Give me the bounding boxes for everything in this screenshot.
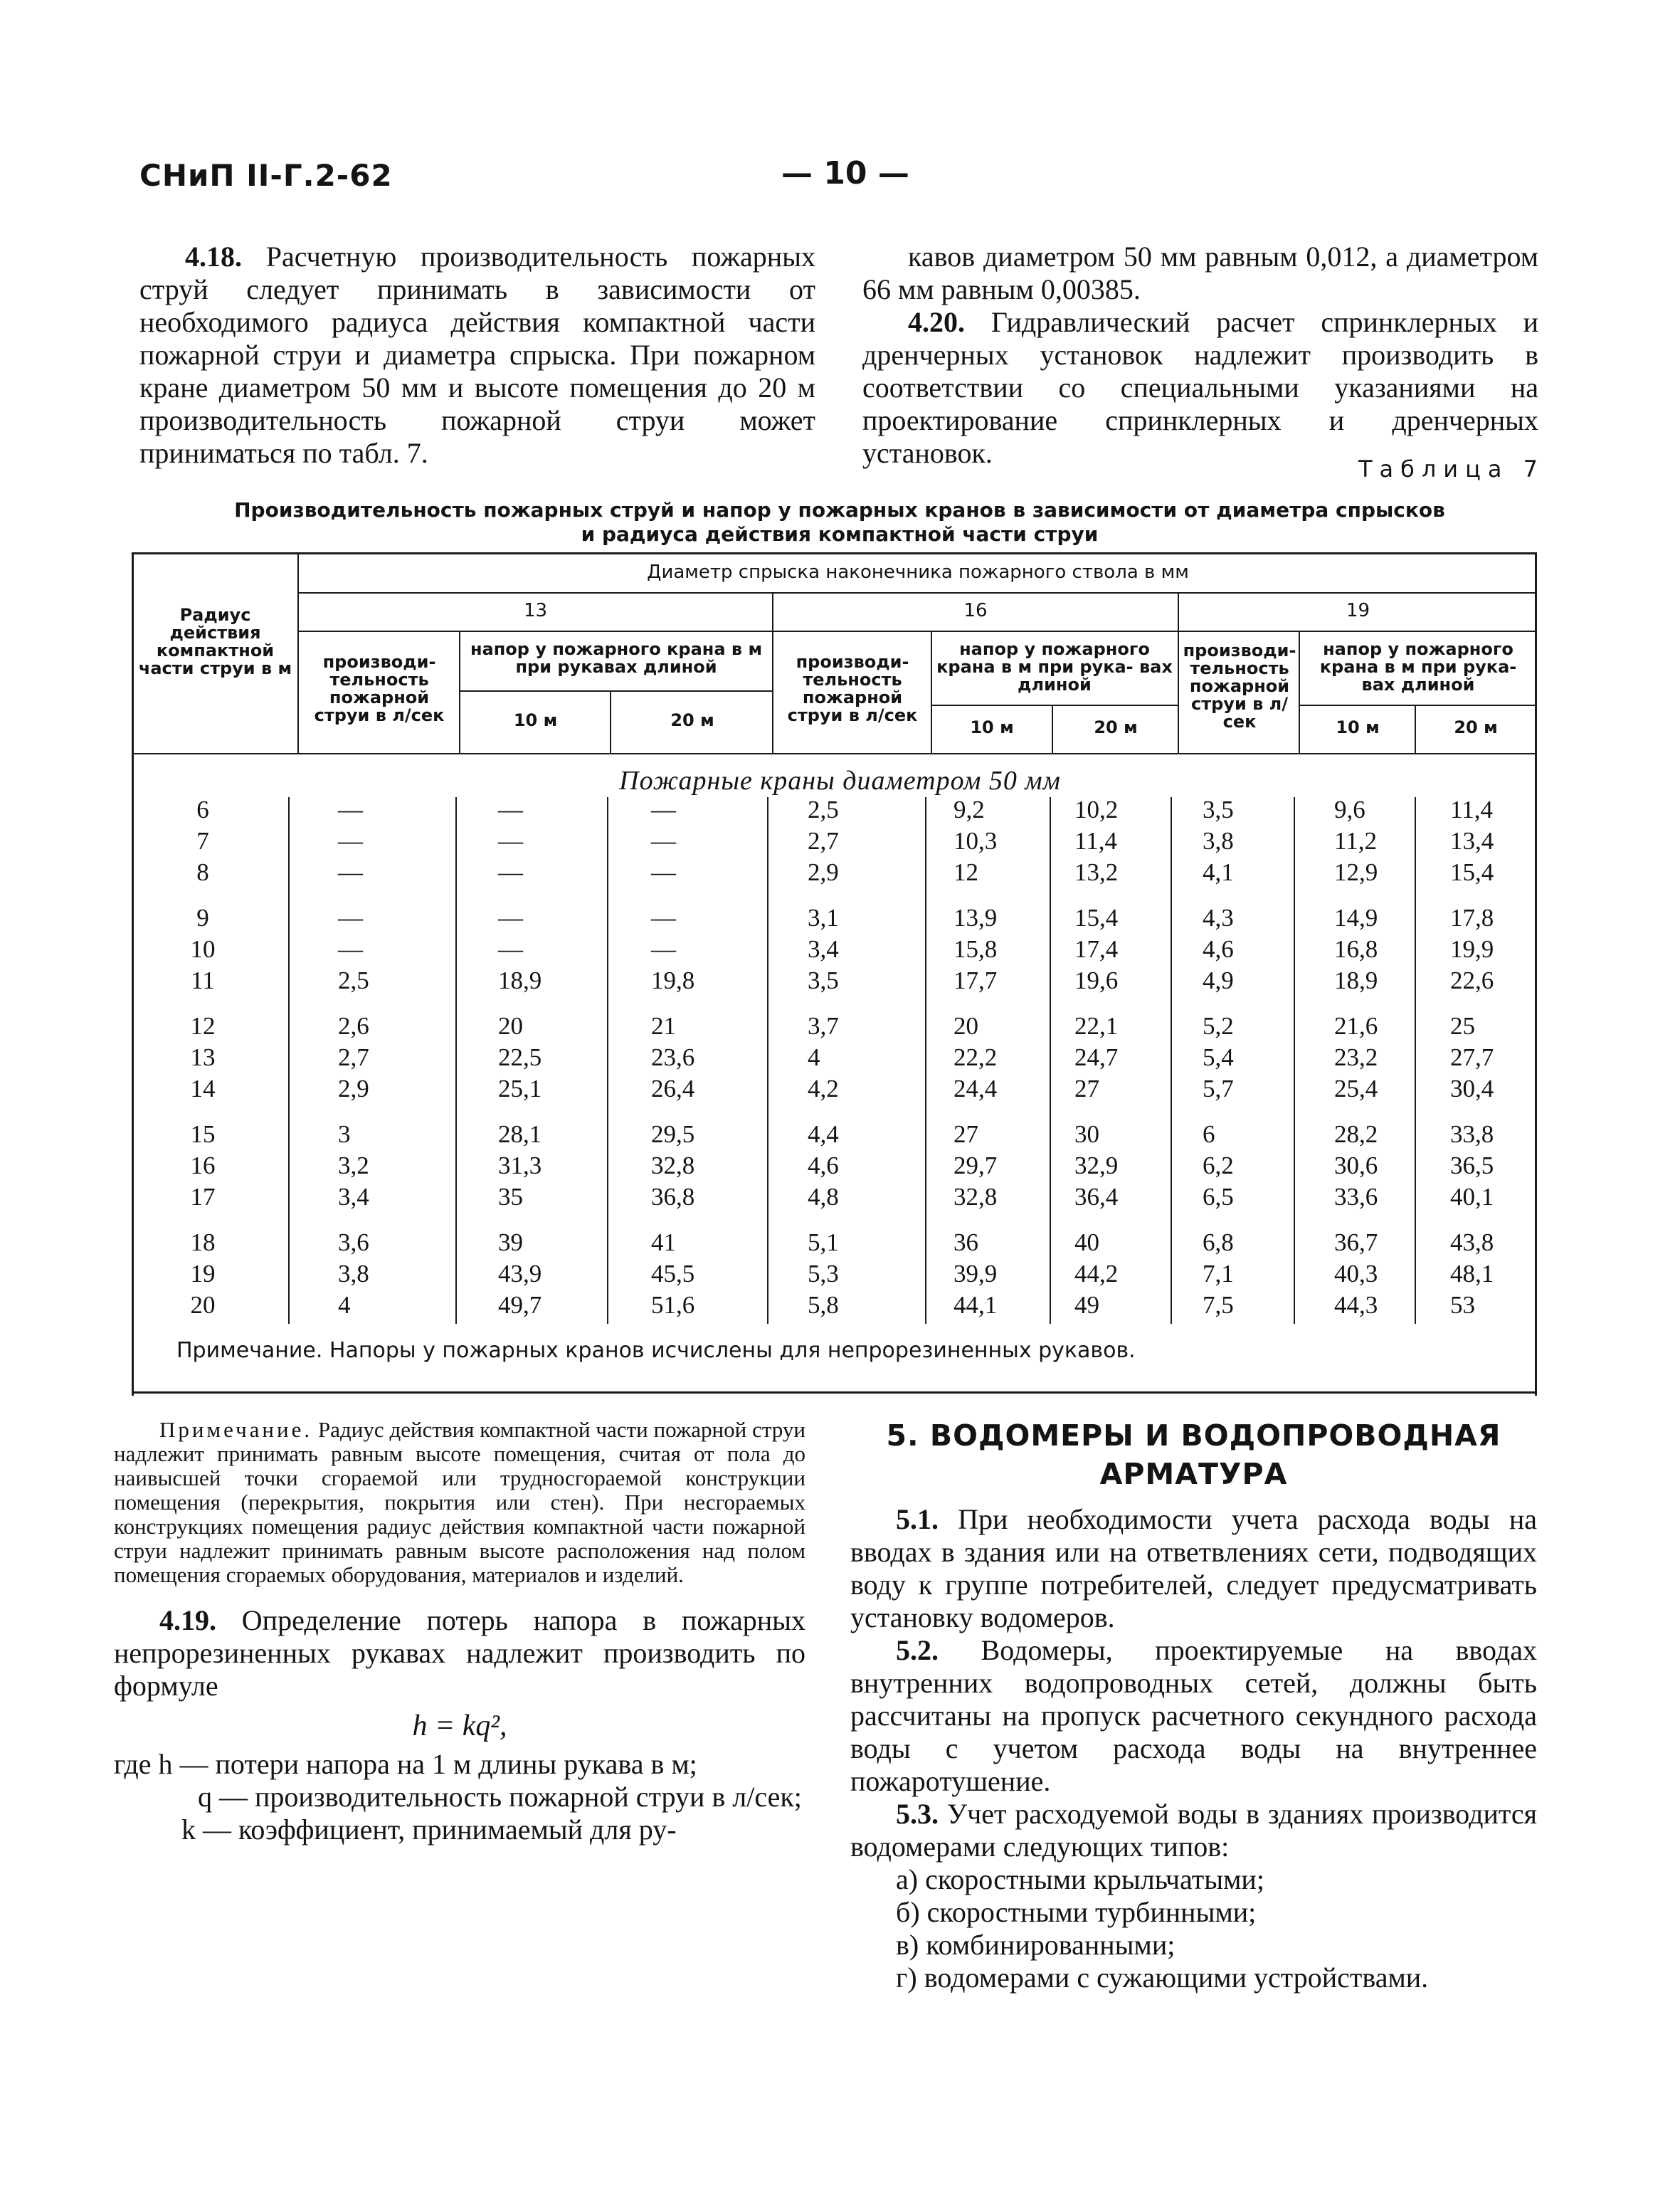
table-title-line-1: Производительность пожарных струй и напор у пожарных кранов в зависимости от диаметра спрысков xyxy=(234,498,1445,522)
table-cell: 5,1 xyxy=(808,1228,839,1256)
table-cell: 49,7 xyxy=(498,1291,542,1319)
table-cell: 22,2 xyxy=(953,1043,998,1071)
table-cell: 30 xyxy=(1074,1120,1099,1148)
table-cell: 7,5 xyxy=(1203,1291,1234,1319)
table-cell: 5,8 xyxy=(808,1291,839,1319)
table-cell: — xyxy=(651,796,676,823)
radius-cell: 16 xyxy=(190,1152,216,1179)
table-cell: 3,4 xyxy=(808,935,839,963)
table-cell: 28,1 xyxy=(498,1120,542,1148)
table-cell: 27,7 xyxy=(1450,1043,1494,1071)
section-title-line-2: АРМАТУРА xyxy=(1099,1457,1288,1491)
table-cell: 24,7 xyxy=(1074,1043,1119,1071)
radius-cell: 20 xyxy=(190,1291,216,1319)
table-cell: — xyxy=(338,935,363,963)
list-item-b: б) скоростными турбинными; xyxy=(896,1896,1257,1928)
table-cell: 32,8 xyxy=(953,1183,998,1211)
radius-cell: 12 xyxy=(190,1012,216,1040)
paragraph-4-20 xyxy=(862,306,1538,470)
table-cell: 11,4 xyxy=(1074,827,1117,855)
radius-cell: 13 xyxy=(190,1043,216,1071)
table-cell: 40,3 xyxy=(1334,1260,1378,1288)
table-cell: 5,2 xyxy=(1203,1012,1234,1040)
radius-cell: 15 xyxy=(190,1120,216,1148)
radius-cell: 11 xyxy=(191,967,215,994)
table-cell: 33,8 xyxy=(1450,1120,1494,1148)
clause-number: 5.2. xyxy=(896,1634,939,1666)
table-cell: 4,3 xyxy=(1203,904,1234,932)
table-cell: 18,9 xyxy=(498,967,542,994)
table-cell: — xyxy=(338,796,363,823)
table-cell: 3,8 xyxy=(338,1260,369,1288)
table-cell: 4,6 xyxy=(1203,935,1234,963)
list-item-c: в) комбинированными; xyxy=(896,1929,1176,1961)
clause-number: 5.3. xyxy=(896,1798,939,1830)
table-cell: 36,5 xyxy=(1450,1152,1494,1179)
table-cell: 4 xyxy=(338,1291,351,1319)
clause-number: 4.20. xyxy=(908,306,965,338)
table-cell: 21,6 xyxy=(1334,1012,1378,1040)
table-cell: 25,4 xyxy=(1334,1075,1378,1102)
table-cell: 25 xyxy=(1450,1012,1475,1040)
table-cell: 4,8 xyxy=(808,1183,839,1211)
table-cell: 28,2 xyxy=(1334,1120,1378,1148)
table-cell: 27 xyxy=(953,1120,978,1148)
table-cell: 4 xyxy=(808,1043,820,1071)
table-cell: 2,5 xyxy=(338,967,369,994)
table-cell: 19,8 xyxy=(651,967,695,994)
table-title-line-2: и радиуса действия компактной части струи xyxy=(581,522,1099,546)
table-cell: — xyxy=(651,935,676,963)
table-cell: 23,6 xyxy=(651,1043,695,1071)
len-10-header-19: 10 м xyxy=(1336,717,1380,737)
table-cell: 3 xyxy=(338,1120,351,1148)
group-19-header: 19 xyxy=(1346,600,1370,621)
table-cell: 11,2 xyxy=(1334,827,1377,855)
table-cell: 9,6 xyxy=(1334,796,1365,823)
table-cell: 2,7 xyxy=(338,1043,369,1071)
note-paragraph xyxy=(114,1418,805,1587)
radius-cell: 8 xyxy=(196,858,209,886)
table-cell: 25,1 xyxy=(498,1075,542,1102)
paragraph-5-1 xyxy=(850,1503,1537,1634)
note-text: Радиус действия компактной части пожарной струи надлежит принимать равным высоте помещения, считая от пола до наивысшей точки сгораемой или трудносгораемой конструкции помещения (перекрытия, покрытия или стен). При несгораемых конструкциях помещения радиус действия компактной части пожарной струи надлежит принимать равным высоте расположения над полом помещения сгораемых оборудования, материалов и изделий. xyxy=(114,1417,805,1587)
head-header-16: напор у пожарного крана в м при рука- вах длиной xyxy=(936,639,1173,695)
table-cell: 36 xyxy=(953,1228,978,1256)
table-cell: 32,9 xyxy=(1074,1152,1119,1179)
list-item-a: а) скоростными крыльчатыми; xyxy=(896,1863,1264,1895)
group-16-header: 16 xyxy=(963,600,988,621)
radius-cell: 19 xyxy=(190,1260,216,1288)
table-cell: 44,2 xyxy=(1074,1260,1119,1288)
table-cell: 41 xyxy=(651,1228,676,1256)
table-cell: 20 xyxy=(498,1012,523,1040)
table-cell: 40 xyxy=(1074,1228,1099,1256)
table-cell: 15,4 xyxy=(1450,858,1494,886)
radius-cell: 18 xyxy=(190,1228,216,1256)
table-cell: 6,5 xyxy=(1203,1183,1234,1211)
list-item-d: г) водомерами с сужающими устройствами. xyxy=(896,1962,1429,1994)
table-cell: 13,2 xyxy=(1074,858,1119,886)
definition-h: где h — потери напора на 1 м длины рукава в м; xyxy=(114,1748,697,1780)
table-cell: — xyxy=(338,827,363,855)
table-cell: 5,4 xyxy=(1203,1043,1234,1071)
table-cell: 4,6 xyxy=(808,1152,839,1179)
len-20-header-16: 20 м xyxy=(1094,717,1138,737)
table-cell: 7,1 xyxy=(1203,1260,1234,1288)
table-cell: 49 xyxy=(1074,1291,1099,1319)
radius-cell: 9 xyxy=(196,904,209,932)
table-cell: 22,5 xyxy=(498,1043,542,1071)
table-cell: 48,1 xyxy=(1450,1260,1494,1288)
table-cell: 40,1 xyxy=(1450,1183,1494,1211)
radius-header: Радиус действия компактной части струи в м xyxy=(138,605,292,678)
diameter-header: Диаметр спрыска наконечника пожарного ствола в мм xyxy=(647,562,1189,583)
section-title-line-1: 5. ВОДОМЕРЫ И ВОДОПРОВОДНАЯ xyxy=(886,1418,1501,1453)
table-cell: 19,9 xyxy=(1450,935,1494,963)
table-cell: — xyxy=(498,904,523,932)
table-cell: 3,7 xyxy=(808,1012,839,1040)
table-cell: 29,5 xyxy=(651,1120,695,1148)
len-10-header-16: 10 м xyxy=(970,717,1014,737)
table-cell: 2,7 xyxy=(808,827,839,855)
table-cell: 3,5 xyxy=(808,967,839,994)
table-cell: 45,5 xyxy=(651,1260,695,1288)
table-cell: 16,8 xyxy=(1334,935,1378,963)
table-cell: 4,4 xyxy=(808,1120,839,1148)
table-cell: 17,7 xyxy=(953,967,998,994)
productivity-header-13: производи- тельность пожарной струи в л/сек xyxy=(314,652,445,725)
table-cell: 23,2 xyxy=(1334,1043,1378,1071)
table-cell: 53 xyxy=(1450,1291,1475,1319)
left-bottom-column xyxy=(114,1418,805,1846)
table-cell: 36,4 xyxy=(1074,1183,1119,1211)
table-cell: — xyxy=(651,827,676,855)
table-cell: 2,6 xyxy=(338,1012,369,1040)
table-cell: 31,3 xyxy=(498,1152,542,1179)
table-cell: 30,6 xyxy=(1334,1152,1378,1179)
table-cell: 36,8 xyxy=(651,1183,695,1211)
table-cell: 3,4 xyxy=(338,1183,369,1211)
table-cell: 12,9 xyxy=(1334,858,1378,886)
table-cell: 44,1 xyxy=(953,1291,998,1319)
radius-cell: 7 xyxy=(196,827,209,855)
table-cell: 21 xyxy=(651,1012,676,1040)
formula: h = kq², xyxy=(412,1710,507,1742)
definition-k: k — коэффициент, принимаемый для ру- xyxy=(181,1813,677,1846)
table-cell: 27 xyxy=(1074,1075,1099,1102)
table-cell: 4,1 xyxy=(1203,858,1234,886)
paragraph-5-2 xyxy=(850,1634,1537,1798)
table-cell: 22,1 xyxy=(1074,1012,1119,1040)
table-cell: 17,8 xyxy=(1450,904,1494,932)
radius-cell: 10 xyxy=(190,935,216,963)
table-cell: 3,5 xyxy=(1203,796,1234,823)
radius-cell: 6 xyxy=(196,796,209,823)
clause-number: 4.18. xyxy=(185,241,242,273)
table-cell: — xyxy=(651,904,676,932)
clause-number: 5.1. xyxy=(896,1503,939,1535)
table-cell: 13,4 xyxy=(1450,827,1494,855)
table-cell: 30,4 xyxy=(1450,1075,1494,1102)
table-cell: 14,9 xyxy=(1334,904,1378,932)
table-cell: 12 xyxy=(953,858,978,886)
radius-cell: 17 xyxy=(190,1183,216,1211)
table-cell: 51,6 xyxy=(651,1291,695,1319)
table-cell: 4,2 xyxy=(808,1075,839,1102)
table-cell: 3,2 xyxy=(338,1152,369,1179)
productivity-header-19: производи- тельность пожарной струи в л/сек xyxy=(1183,641,1296,732)
table-cell: 11,4 xyxy=(1450,796,1493,823)
table-cell: 43,9 xyxy=(498,1260,542,1288)
table-cell: 39,9 xyxy=(953,1260,998,1288)
clause-text: Расчетную производительность пожарных струй следует принимать в зависимости от необходимого радиуса действия компактной части пожарной струи и диаметра спрыска. При пожарном кране диаметром 50 мм и высоте помещения до 20 м производительность пожарной струи может приниматься по табл. 7. xyxy=(139,241,815,469)
table-section-caption: Пожарные краны диаметром 50 мм xyxy=(619,766,1061,796)
table-cell: 26,4 xyxy=(651,1075,695,1102)
right-bottom-column xyxy=(850,1416,1537,1994)
table-cell: 9,2 xyxy=(953,796,985,823)
table-note: Примечание. Напоры у пожарных кранов исчислены для непрорезиненных рукавов. xyxy=(176,1338,1136,1363)
clause-text: Определение потерь напора в пожарных непрорезиненных рукавах надлежит производить по формуле xyxy=(114,1604,805,1702)
table-cell: 39 xyxy=(498,1228,523,1256)
table-cell: 10,3 xyxy=(953,827,998,855)
table-cell: 43,8 xyxy=(1450,1228,1494,1256)
table-cell: — xyxy=(498,796,523,823)
table-cell: — xyxy=(498,935,523,963)
page-number: — 10 — xyxy=(781,155,909,191)
clause-number: 4.19. xyxy=(159,1604,216,1636)
table-cell: 36,7 xyxy=(1334,1228,1378,1256)
table-cell: 3,6 xyxy=(338,1228,369,1256)
table-cell: 5,3 xyxy=(808,1260,839,1288)
head-header-19: напор у пожарного крана в м при рука- вах длиной xyxy=(1319,639,1517,695)
table-cell: 17,4 xyxy=(1074,935,1119,963)
table-cell: 2,9 xyxy=(808,858,839,886)
table-cell: 15,4 xyxy=(1074,904,1119,932)
paragraph-5-3 xyxy=(850,1798,1537,1863)
table-cell: 20 xyxy=(953,1012,978,1040)
table-cell: 2,5 xyxy=(808,796,839,823)
clause-text: При необходимости учета расхода воды на вводах в здания или на ответвлениях сети, подводящих воду к группе потребителей, следует предусматривать установку водомеров. xyxy=(850,1503,1537,1633)
definition-q: q — производительность пожарной струи в л/сек; xyxy=(198,1781,802,1813)
table-cell: 2,9 xyxy=(338,1075,369,1102)
table-cell: 18,9 xyxy=(1334,967,1378,994)
group-13-header: 13 xyxy=(523,600,548,621)
table-cell: 22,6 xyxy=(1450,967,1494,994)
table-cell: 6,8 xyxy=(1203,1228,1234,1256)
section-title xyxy=(850,1416,1537,1493)
table-cell: 13,9 xyxy=(953,904,998,932)
table-cell: 35 xyxy=(498,1183,523,1211)
table-cell: 6,2 xyxy=(1203,1152,1234,1179)
table-cell: 4,9 xyxy=(1203,967,1234,994)
clause-text: Гидравлический расчет спринклерных и дренчерных установок надлежит производить в соответствии со специальными указаниями на проектирование спринклерных и дренчерных установок. xyxy=(862,306,1538,469)
table-cell: 44,3 xyxy=(1334,1291,1378,1319)
head-header-13: напор у пожарного крана в м при рукавах длиной xyxy=(470,639,763,677)
note-label: Примечание. xyxy=(159,1417,313,1442)
table-cell: 32,8 xyxy=(651,1152,695,1179)
table-cell: 5,7 xyxy=(1203,1075,1234,1102)
table-cell: — xyxy=(498,858,523,886)
table-label: Таблица 7 xyxy=(1358,456,1545,483)
table-cell: — xyxy=(338,904,363,932)
radius-cell: 14 xyxy=(190,1075,216,1102)
productivity-header-16: производи- тельность пожарной струи в л/сек xyxy=(787,652,918,725)
table-cell: 24,4 xyxy=(953,1075,998,1102)
clause-text: Водомеры, проектируемые на вводах внутренних водопроводных сетей, должны быть рассчитаны на пропуск расчетного секундного расхода воды с учетом расхода воды на внутреннее пожаротушение. xyxy=(850,1634,1537,1797)
table-cell: 15,8 xyxy=(953,935,998,963)
paragraph-4-19-continuation: кавов диаметром 50 мм равным 0,012, а диаметром 66 мм равным 0,00385. xyxy=(862,241,1538,305)
table-title xyxy=(135,498,1544,547)
table-cell: — xyxy=(498,827,523,855)
right-top-column xyxy=(862,241,1538,470)
table-cell: 10,2 xyxy=(1074,796,1119,823)
clause-text: Учет расходуемой воды в зданиях производится водомерами следующих типов: xyxy=(850,1798,1537,1863)
table-cell: 19,6 xyxy=(1074,967,1119,994)
len-20-header-13: 20 м xyxy=(670,710,714,730)
table-cell: 3,8 xyxy=(1203,827,1234,855)
paragraph-4-19 xyxy=(114,1604,805,1702)
table-cell: 33,6 xyxy=(1334,1183,1378,1211)
document-code: СНиП II-Г.2-62 xyxy=(139,158,393,193)
table-cell: 3,1 xyxy=(808,904,839,932)
len-10-header-13: 10 м xyxy=(513,710,558,730)
table-cell: 6 xyxy=(1203,1120,1215,1148)
table-cell: — xyxy=(651,858,676,886)
table-cell: — xyxy=(338,858,363,886)
len-20-header-19: 20 м xyxy=(1454,717,1498,737)
paragraph-4-18 xyxy=(139,241,815,470)
table-cell: 29,7 xyxy=(953,1152,998,1179)
